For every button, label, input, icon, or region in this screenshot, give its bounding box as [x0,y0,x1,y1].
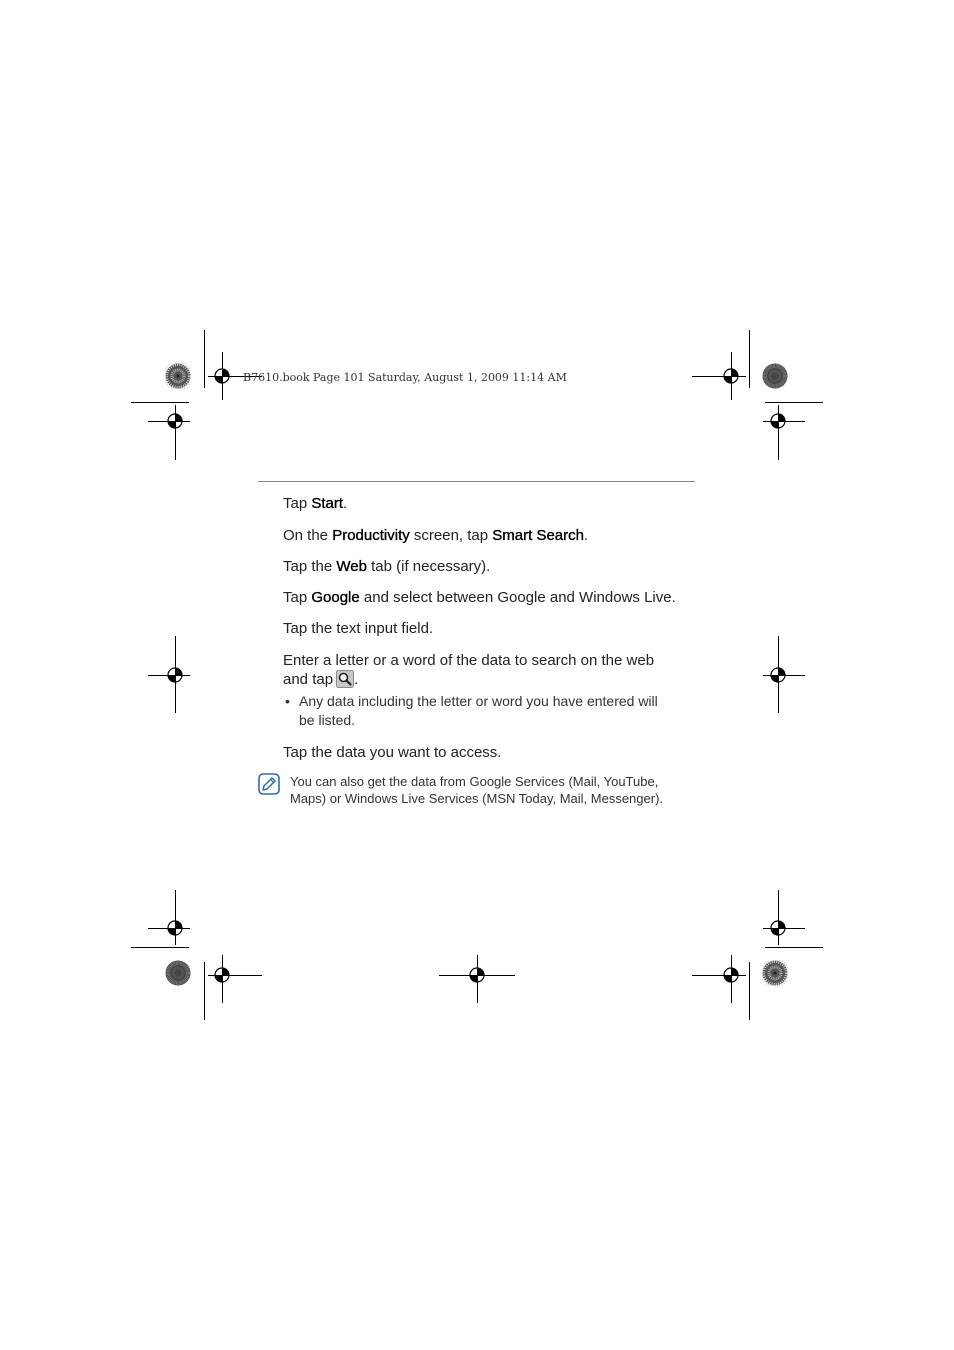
registration-mark-icon [722,367,740,385]
bullet-item [285,692,658,730]
step-text: Tap the data you want to access. [283,744,502,761]
step-text: . [343,495,348,512]
starburst-mark-icon [762,363,788,389]
note-line: Maps) or Windows Live Services (MSN Today, Mail, Messenger). [290,791,664,806]
registration-mark-icon [769,919,787,937]
step-keyword: Start [311,495,344,512]
step-text: Tap [283,589,312,606]
registration-mark-icon [722,966,740,984]
section-rule [258,481,695,482]
step-3 [283,557,490,576]
step-keyword: Productivity [332,527,410,544]
step-text: Enter a letter or a word of the data to search on the web [283,652,655,669]
step-keyword: Google [311,589,360,606]
registration-mark-icon [769,666,787,684]
note-icon [258,773,280,795]
step-text: and select between Google and Windows Live. [359,589,676,606]
step-4 [283,588,676,607]
registration-mark-icon [166,919,184,937]
step-text: and tap [283,671,334,688]
registration-mark-icon [166,666,184,684]
note-text [290,773,690,807]
step-text: tab (if necessary). [366,558,491,575]
starburst-mark-icon [165,363,191,389]
step-text: On the [283,527,333,544]
step-text: . [583,527,589,544]
step-text: Tap the [283,558,337,575]
step-7 [283,743,501,762]
step-5 [283,619,433,638]
step-text: Tap the text input field. [283,620,434,637]
step-text: screen, tap [409,527,493,544]
step-text: Tap [283,495,312,512]
note-line: You can also get the data from Google Services (Mail, YouTube, [290,774,659,789]
bullet-text: Any data including the letter or word you have entered will [299,693,658,709]
print-header: B7610.book Page 101 Saturday, August 1, 2009 11:14 AM [243,371,567,384]
registration-mark-icon [769,412,787,430]
registration-mark-icon [166,412,184,430]
registration-mark-icon [213,367,231,385]
registration-mark-icon [213,966,231,984]
bullet-mark: • [285,693,290,709]
step-text: . [354,671,359,688]
step-keyword: Smart Search [492,527,584,544]
starburst-mark-icon [165,960,191,986]
starburst-mark-icon [762,960,788,986]
bullet-text: be listed. [299,712,356,728]
step-2 [283,526,588,545]
step-keyword: Web [336,558,367,575]
step-1 [283,494,347,513]
search-icon [336,670,354,688]
registration-mark-icon [468,966,486,984]
step-6 [283,651,654,689]
